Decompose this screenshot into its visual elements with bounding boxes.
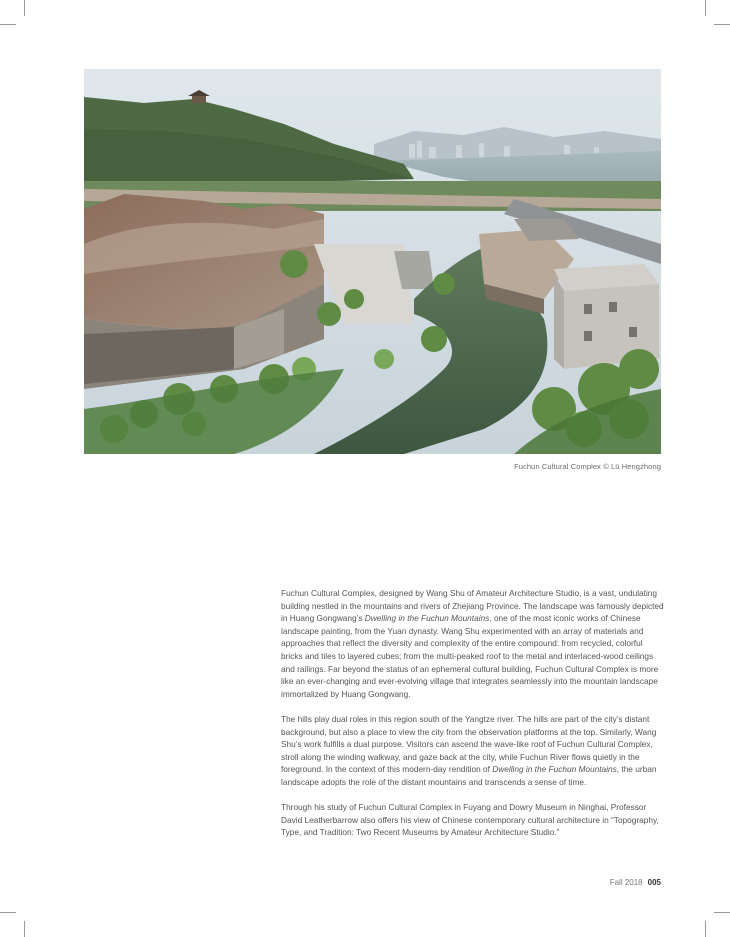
page-folio (610, 878, 661, 887)
crop-mark (705, 921, 706, 937)
aerial-photo-illustration (84, 69, 661, 454)
crop-mark (714, 24, 730, 25)
crop-mark (24, 921, 25, 937)
page-number: 005 (647, 878, 661, 887)
paragraph: Fuchun Cultural Complex, designed by Wang Shu of Amateur Architecture Studio, is a vast, undulating building nestled in the mountains and rivers of Zhejiang Province. The landscape was famously depicted in Huang Gongwang’s Dwelling in the Fuchun Mountains, one of the most iconic works of Chinese landscape painting, from the Yuan dynasty. Wang Shu experimented with an array of materials and approaches that reflect the diversity and complexity of the entire compound: from recycled, colorful bricks and tiles to layered cubes; from the multi-peaked roof to the metal and interlaced-wood ceilings and railings. Far beyond the status of an ephemeral cultural building, Fuchun Cultural Complex is more like an ever-changing and ever-evolving village that integrates seamlessly into the mountain landscape immortalized by Huang Gongwang. (281, 588, 664, 699)
hero-photo (84, 69, 661, 454)
paragraph: Through his study of Fuchun Cultural Complex in Fuyang and Dowry Museum in Ninghai, Professor David Leatherbarrow also offers his view of Chinese contemporary cultural architecture in “Topography, Type, and Tradition: Two Recent Museums by Amateur Architecture Studio.” (281, 802, 659, 838)
photo-caption: Fuchun Cultural Complex © Lü Hengzhong (514, 462, 661, 471)
article-body (281, 587, 666, 851)
crop-mark (24, 0, 25, 16)
issue-label: Fall 2018 (609, 878, 643, 887)
crop-mark (714, 912, 730, 913)
crop-mark (0, 24, 16, 25)
paragraph: The hills play dual roles in this region south of the Yangtze river. The hills are part of the city’s distant background, but also a place to view the city from the observation platforms at the top. Similarly, Wang Shu’s work fulfills a dual purpose. Visitors can ascend the wave-like roof of Fuchun Cultural Complex, stroll along the winding walkway, and gaze back at the city, while Fuchun River flows quietly in the foreground. In the context of this modern-day rendition of Dwelling in the Fuchun Mountains, the urban landscape adopts the role of the distant mountains and transcends a sense of time. (281, 713, 657, 787)
crop-mark (0, 912, 16, 913)
crop-mark (705, 0, 706, 16)
